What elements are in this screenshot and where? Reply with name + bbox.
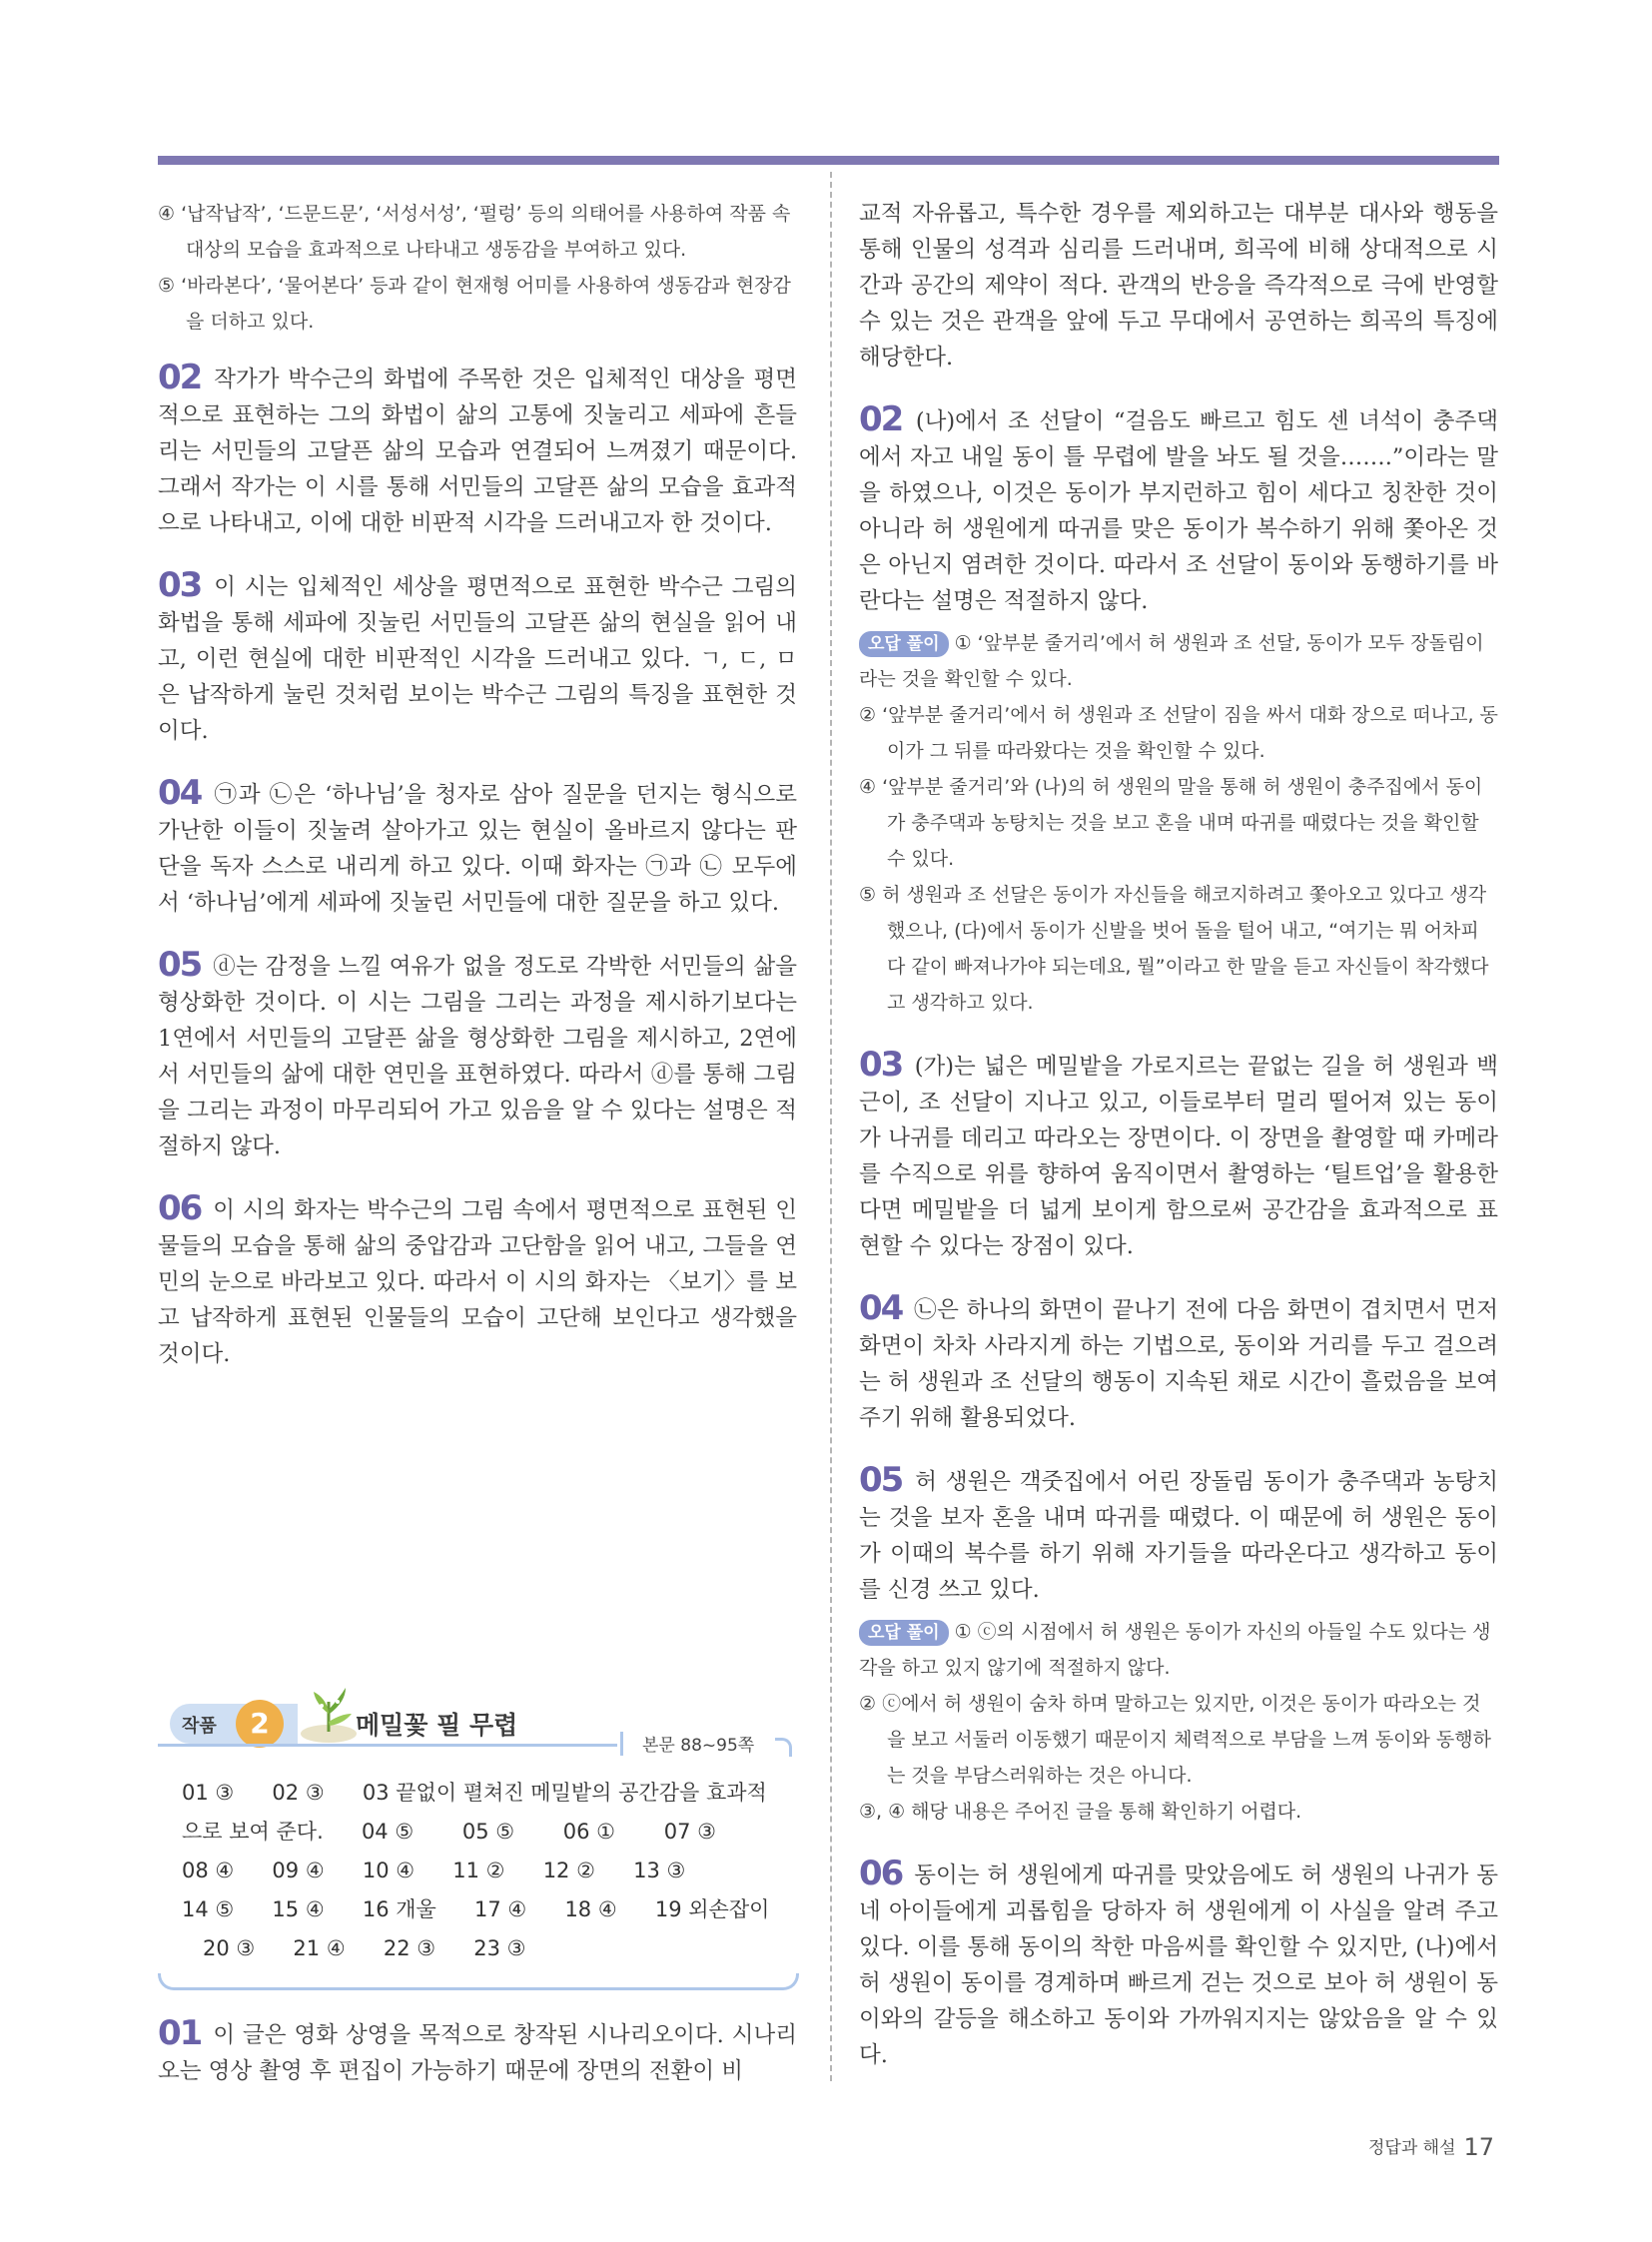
explanation-text: (나)에서 조 선달이 “걸음도 빠르고 힘도 센 녀석이 충주댁에서 자고 내일 동이 틀 무렵에 발을 놔도 될 것을…….”이라는 말을 하였으나, 이것은 동이가 부지런하고 힘이 세다고 칭찬한 것이 아니라 허 생원에게 따귀를 맞은 동이가 복수하기 위해 쫓아온 것은 아닌지 염려한 것이다. 따라서 조 선달이 동이와 동행하기를 바란다는 설명은 적절하지 않다. <box>859 408 1498 614</box>
note-badge: 오답 풀이 <box>859 631 949 657</box>
explanation-text: ⓓ는 감정을 느낄 여유가 없을 정도로 각박한 서민들의 삶을 형상화한 것이다. 이 시는 그림을 그리는 과정을 제시하기보다는 1연에서 서민들의 고달픈 삶을 형상화한 그림을 제시하고, 2연에서 서민들의 삶에 대한 연민을 표현하였다. 따라서 ⓓ를 통해 그림을 그리는 과정이 마무리되어 가고 있음을 알 수 있다는 설명은 적절하지 않다. <box>158 954 798 1159</box>
explanation-02 <box>859 401 1498 619</box>
work-title: 메밀꽃 필 무렵 <box>356 1711 518 1740</box>
answer-item: 13 ③ <box>633 1859 686 1882</box>
explanation-02 <box>158 360 797 541</box>
sub-item: ⑤ ‘바라본다’, ‘물어본다’ 등과 같이 현재형 어미를 사용하여 생동감과 현장감을 더하고 있다. <box>158 275 791 333</box>
answer-list <box>182 1774 781 1968</box>
page-number: 17 <box>1463 2133 1495 2161</box>
answer-item: 08 ④ <box>182 1859 235 1882</box>
box-top-line <box>158 1744 617 1747</box>
explanation-05 <box>158 947 797 1164</box>
answer-item: 19 외손잡이 <box>654 1897 770 1921</box>
explanation-01-continued: 교적 자유롭고, 특수한 경우를 제외하고는 대부분 대사와 행동을 통해 인물의 성격과 심리를 드러내며, 희곡에 비해 상대적으로 시간과 공간의 제약이 적다. 관객의 반응을 즉각적으로 극에 반영할 수 있는 것은 관객을 앞에 두고 무대에서 공연하는 희곡의 특징에 해당한다. <box>859 201 1498 371</box>
note-item <box>859 625 1498 697</box>
explanation-text: 이 시는 입체적인 세상을 평면적으로 표현한 박수근 그림의 화법을 통해 세파에 짓눌린 서민들의 고달픈 삶의 현실을 읽어 내고, 이런 현실에 대한 비판적인 시각을 드러내고 있다. ㄱ, ㄷ, ㅁ은 납작하게 눌린 것처럼 보이는 박수근 그림의 특징을 표현한 것이다. <box>158 574 797 744</box>
box-bracket <box>775 1738 792 1757</box>
question-number: 02 <box>158 358 202 397</box>
answer-item: 12 ② <box>542 1859 595 1882</box>
explanation-06 <box>158 1190 797 1372</box>
explanation-03 <box>158 567 797 749</box>
note-item: ③, ④ 해당 내용은 주어진 글을 통해 확인하기 어렵다. <box>859 1801 1302 1823</box>
answer-line <box>182 1852 781 1890</box>
page-footer <box>1368 2133 1494 2161</box>
work-number-badge: 2 <box>236 1700 284 1748</box>
note-item: ⑤ 허 생원과 조 선달은 동이가 자신들을 해코지하려고 쫓아오고 있다고 생각했으나, (다)에서 동이가 신발을 벗어 돌을 털어 내고, “여기는 뭐 어차피 다 같이 빠져나가야 되는데요, 뭘”이라고 한 말을 듣고 자신들이 착각했다고 생각하고 있다. <box>859 884 1489 1014</box>
answer-item: 07 ③ <box>663 1820 716 1844</box>
note-item: ④ ‘앞부분 줄거리’와 (나)의 허 생원의 말을 통해 허 생원이 충주집에서 동이가 충주댁과 농탕치는 것을 보고 혼을 내며 따귀를 때렸다는 것을 확인할 수 있다. <box>859 776 1483 870</box>
explanation-04 <box>158 775 797 921</box>
explanation-text: (가)는 넓은 메밀밭을 가로지르는 끝없는 길을 허 생원과 백근이, 조 선달이 지나고 있고, 이들로부터 멀리 떨어져 있는 동이가 나귀를 데리고 따라오는 장면이다. 이 장면을 촬영할 때 카메라를 수직으로 위를 향하여 움직이면서 촬영하는 ‘틸트업’을 활용한다면 메밀밭을 더 넓게 보이게 함으로써 공간감을 효과적으로 표현할 수 있다는 장점이 있다. <box>859 1054 1498 1259</box>
explanation-01 <box>158 2015 797 2089</box>
answer-item: 02 ③ <box>272 1781 325 1805</box>
explanation-text: ㉡은 하나의 화면이 끝나기 전에 다음 화면이 겹치면서 먼저 화면이 차차 사라지게 하는 기법으로, 동이와 거리를 두고 걸으려는 허 생원과 조 선달의 행동이 지속된 채로 시간이 흘렀음을 보여 주기 위해 활용되었다. <box>859 1297 1499 1431</box>
tab-label: 작품 <box>182 1716 217 1737</box>
note-item <box>859 1614 1498 1686</box>
question-number: 02 <box>859 399 903 439</box>
answer-line <box>182 1890 781 1968</box>
left-column <box>158 196 797 1398</box>
header-rule <box>158 156 1499 165</box>
explanation-text: 이 글은 영화 상영을 목적으로 창작된 시나리오이다. 시나리오는 영상 촬영 후 편집이 가능하기 때문에 장면의 전환이 비 <box>158 2022 797 2084</box>
note-text: ① ⓒ의 시점에서 허 생원은 동이가 자신의 아들일 수도 있다는 생각을 하고 있지 않기에 적절하지 않다. <box>859 1621 1491 1679</box>
question-number: 05 <box>859 1460 903 1500</box>
explanation-text: ㉠과 ㉡은 ‘하나님’을 청자로 삼아 질문을 던지는 형식으로 가난한 이들이 짓눌려 살아가고 있는 현실이 올바르지 않다는 판단을 독자 스스로 내리게 하고 있다. 이때 화자는 ㉠과 ㉡ 모두에서 ‘하나님’에게 세파에 짓눌린 서민들에 대한 질문을 하고 있다. <box>158 782 797 916</box>
question-number: 05 <box>158 945 202 985</box>
wrong-answer-notes <box>859 1614 1498 1830</box>
explanation-06 <box>859 1856 1498 2073</box>
left-column-bottom <box>158 2015 797 2115</box>
answer-item: 09 ④ <box>272 1859 325 1882</box>
answer-item: 22 ③ <box>383 1936 436 1960</box>
right-column <box>859 196 1498 2099</box>
answer-item: 05 ⑤ <box>461 1820 515 1844</box>
answer-item: 18 ④ <box>564 1897 617 1921</box>
question-number: 04 <box>859 1288 903 1328</box>
note-item: ② ‘앞부분 줄거리’에서 허 생원과 조 선달이 짐을 싸서 대화 장으로 떠나고, 동이가 그 뒤를 따라왔다는 것을 확인할 수 있다. <box>859 704 1498 762</box>
answer-item: 15 ④ <box>272 1897 325 1921</box>
question-number: 03 <box>859 1045 903 1085</box>
question-number: 03 <box>158 565 202 605</box>
answer-item: 01 ③ <box>182 1781 235 1805</box>
answer-item: 11 ② <box>452 1859 505 1882</box>
answer-item: 14 ⑤ <box>182 1897 235 1921</box>
answer-item: 17 ④ <box>474 1897 527 1921</box>
note-text: ① ‘앞부분 줄거리’에서 허 생원과 조 선달, 동이가 모두 장돌림이라는 것을 확인할 수 있다. <box>859 632 1484 690</box>
answer-item: 16 개울 <box>362 1897 436 1921</box>
plant-icon <box>294 1684 364 1744</box>
answer-item: 03 끝없이 펼쳐진 메밀밭의 공간감을 효과적으로 보여 준다. <box>182 1781 767 1844</box>
footer-label: 정답과 해설 <box>1368 2138 1456 2158</box>
explanation-03 <box>859 1047 1498 1264</box>
explanation-text: 이 시의 화자는 박수근의 그림 속에서 평면적으로 표현된 인물들의 모습을 통해 삶의 중압감과 고단함을 읽어 내고, 그들을 연민의 눈으로 바라보고 있다. 따라서 이 시의 화자는 〈보기〉를 보고 납작하게 표현된 인물들의 모습이 고단해 보인다고 생각했을 것이다. <box>158 1197 798 1367</box>
explanation-text: 작가가 박수근의 화법에 주목한 것은 입체적인 대상을 평면적으로 표현하는 그의 화법이 삶의 고통에 짓눌리고 세파에 흔들리는 서민들의 고달픈 삶의 모습과 연결되어 느껴졌기 때문이다. 그래서 작가는 이 시를 통해 서민들의 고달픈 삶의 모습을 효과적으로 나타내고, 이에 대한 비판적 시각을 드러내고자 한 것이다. <box>158 367 797 536</box>
note-item: ② ⓒ에서 허 생원이 숨차 하며 말하고는 있지만, 이것은 동이가 따라오는 것을 보고 서둘러 이동했기 때문이지 체력적으로 부담을 느껴 동이와 동행하는 것을 부담스러워하는 것은 아니다. <box>859 1693 1491 1787</box>
page-range: 본문 88~95쪽 <box>642 1736 755 1756</box>
answer-item: 23 ③ <box>473 1936 526 1960</box>
note-badge: 오답 풀이 <box>859 1620 949 1646</box>
box-bottom-line <box>158 1973 799 1990</box>
answer-key-box <box>158 1704 797 1993</box>
explanation-text: 허 생원은 객줏집에서 어린 장돌림 동이가 충주댁과 농탕치는 것을 보자 혼을 내며 따귀를 때렸다. 이 때문에 허 생원은 동이가 이때의 복수를 하기 위해 자기들을 따라온다고 생각하고 동이를 신경 쓰고 있다. <box>859 1469 1498 1603</box>
box-tick <box>620 1732 623 1756</box>
question-number: 06 <box>859 1854 903 1893</box>
answer-item: 04 ⑤ <box>361 1820 414 1844</box>
answer-item: 21 ④ <box>293 1936 346 1960</box>
answer-line <box>182 1774 781 1852</box>
wrong-answer-notes <box>859 625 1498 1021</box>
answer-item: 20 ③ <box>203 1936 256 1960</box>
explanation-04 <box>859 1290 1498 1436</box>
answer-item: 06 ① <box>562 1820 616 1844</box>
question-number: 01 <box>158 2013 202 2053</box>
answer-item: 10 ④ <box>362 1859 415 1882</box>
explanation-05 <box>859 1462 1498 1608</box>
question-number: 04 <box>158 773 202 813</box>
question-number: 06 <box>158 1188 202 1228</box>
sub-item: ④ ‘납작납작’, ‘드문드문’, ‘서성서성’, ‘펄렁’ 등의 의태어를 사용하여 작품 속 대상의 모습을 효과적으로 나타내고 생동감을 부여하고 있다. <box>158 203 791 261</box>
column-divider <box>830 172 832 2081</box>
explanation-text: 동이는 허 생원에게 따귀를 맞았음에도 허 생원의 나귀가 동네 아이들에게 괴롭힘을 당하자 허 생원에게 이 사실을 알려 주고 있다. 이를 통해 동이의 착한 마음씨를 확인할 수 있지만, (나)에서 허 생원이 동이를 경계하며 빠르게 걷는 것으로 보아 허 생원이 동이와의 갈등을 해소하고 동이와 가까워지지는 않았음을 알 수 있다. <box>859 1863 1499 2068</box>
